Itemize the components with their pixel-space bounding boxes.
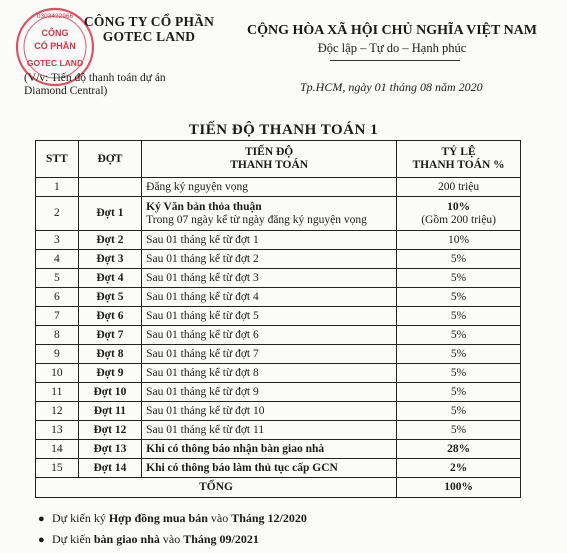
cell-progress: Khi có thông báo nhận bàn giao nhà [142,440,397,459]
cell-progress: Sau 01 tháng kể từ đợt 2 [142,250,397,269]
table-row [36,231,521,250]
motto-underline [330,60,460,61]
cell-rate: 5% [397,421,521,440]
cell-stt: 11 [36,383,79,402]
header-rate-line-1: TỶ LỆ [441,146,476,158]
cell-dot: Đợt 6 [78,307,141,326]
cell-progress: Sau 01 tháng kể từ đợt 6 [142,326,397,345]
cell-progress: Khi có thông báo làm thủ tục cấp GCN [142,459,397,478]
document-date: Tp.HCM, ngày 01 tháng 08 năm 2020 [300,80,483,94]
table-row [36,178,521,197]
cell-dot: Đợt 14 [78,459,141,478]
cell-stt: 1 [36,178,79,197]
cell-rate: 5% [397,288,521,307]
subject-line-2: Diamond Central) [24,85,108,97]
cell-stt: 2 [36,197,79,231]
cell-dot: Đợt 13 [78,440,141,459]
subject-line-1: (V/v: Tiến độ thanh toán dự án [24,72,166,84]
cell-progress: Sau 01 tháng kể từ đợt 10 [142,402,397,421]
table-row [36,197,521,231]
cell-stt: 6 [36,288,79,307]
cell-rate [397,197,521,231]
cell-stt: 3 [36,231,79,250]
cell-dot [78,178,141,197]
cell-rate: 5% [397,326,521,345]
cell-rate: 5% [397,383,521,402]
cell-stt: 13 [36,421,79,440]
cell-dot: Đợt 10 [78,383,141,402]
cell-rate: 28% [397,440,521,459]
cell-stt: 10 [36,364,79,383]
table-row [36,440,521,459]
table-row [36,250,521,269]
table-row [36,269,521,288]
cell-progress: Sau 01 tháng kể từ đợt 5 [142,307,397,326]
note-text: vào [159,532,184,546]
header-progress [142,141,397,178]
note-bold-text: Hợp đồng mua bán [108,511,208,525]
cell-stt: 5 [36,269,79,288]
cell-dot: Đợt 3 [78,250,141,269]
table-row [36,288,521,307]
cell-rate: 5% [397,250,521,269]
total-value: 100% [397,478,521,498]
cell-dot: Đợt 5 [78,288,141,307]
cell-progress: Sau 01 tháng kể từ đợt 8 [142,364,397,383]
cell-rate: 5% [397,364,521,383]
header-stt: STT [36,141,79,178]
company-line-1: CÔNG TY CỔ PHẦN [83,14,215,29]
cell-stt: 15 [36,459,79,478]
header-rate-line-2: THANH TOÁN % [412,159,505,171]
note-item [38,508,307,529]
cell-dot: Đợt 7 [78,326,141,345]
progress-title: Ký Văn bản thỏa thuận [146,200,262,213]
note-bold-text: Tháng 09/2021 [183,532,259,546]
table-row [36,421,521,440]
cell-dot: Đợt 8 [78,345,141,364]
national-motto: Độc lập – Tự do – Hạnh phúc [317,41,467,55]
bullet-icon: ● [38,513,45,525]
table-total-row [36,478,521,498]
cell-stt: 7 [36,307,79,326]
table-row [36,383,521,402]
note-bold-text: Tháng 12/2020 [231,511,307,525]
cell-dot: Đợt 11 [78,402,141,421]
cell-dot: Đợt 12 [78,421,141,440]
cell-rate: 10% [397,231,521,250]
table-row [36,307,521,326]
cell-rate: 5% [397,269,521,288]
cell-progress: Sau 01 tháng kể từ đợt 9 [142,383,397,402]
cell-progress: Sau 01 tháng kể từ đợt 11 [142,421,397,440]
note-text: Dự kiến [52,532,94,546]
cell-dot: Đợt 4 [78,269,141,288]
notes-list [38,508,307,550]
subject-reference [24,72,166,98]
header-rate [397,141,521,178]
seal-bottom-text: GOTEC LAND [26,58,84,68]
progress-detail: Trong 07 ngày kể từ ngày đăng ký nguyện vọng [146,213,367,226]
total-label: TỔNG [36,478,397,498]
note-text: vào [207,511,232,525]
national-title: CỘNG HÒA XÃ HỘI CHỦ NGHĨA VIỆT NAM [246,23,537,38]
note-text: Dự kiến ký [52,511,109,525]
cell-rate: 2% [397,459,521,478]
company-name [64,14,234,44]
bullet-icon: ● [38,534,45,546]
cell-progress: Sau 01 tháng kể từ đợt 3 [142,269,397,288]
cell-progress: Đăng ký nguyện vọng [142,178,397,197]
table-row [36,326,521,345]
cell-dot: Đợt 2 [78,231,141,250]
table-row [36,459,521,478]
cell-rate: 5% [397,345,521,364]
cell-rate: 5% [397,307,521,326]
cell-dot: Đợt 1 [78,197,141,231]
cell-dot: Đợt 9 [78,364,141,383]
cell-progress: Sau 01 tháng kể từ đợt 1 [142,231,397,250]
table-header-row [36,141,521,178]
payment-schedule-table [35,140,521,498]
company-line-2: GOTEC LAND [102,29,196,44]
document-title: TIẾN ĐỘ THANH TOÁN 1 [188,122,379,138]
table-row [36,364,521,383]
table-body [36,178,521,478]
seal-number: 0303422966 [36,13,74,20]
header-dot: ĐỢT [78,141,141,178]
header-progress-line-1: TIẾN ĐỘ [245,146,294,158]
cell-progress: Sau 01 tháng kể từ đợt 4 [142,288,397,307]
cell-progress [142,197,397,231]
seal-top-text: CÔNG [41,28,69,38]
cell-rate: 200 triệu [397,178,521,197]
cell-stt: 4 [36,250,79,269]
cell-stt: 8 [36,326,79,345]
rate-value: 10% [447,200,471,213]
header-progress-line-2: THANH TOÁN [230,159,309,171]
seal-middle-text: CỔ PHẦN [34,41,76,51]
note-bold-text: bàn giao nhà [93,532,160,546]
note-item [38,529,307,550]
cell-progress: Sau 01 tháng kể từ đợt 7 [142,345,397,364]
table-row [36,345,521,364]
table-row [36,402,521,421]
cell-stt: 14 [36,440,79,459]
cell-stt: 12 [36,402,79,421]
rate-note: (Gồm 200 triệu) [421,213,496,226]
cell-rate: 5% [397,402,521,421]
cell-stt: 9 [36,345,79,364]
